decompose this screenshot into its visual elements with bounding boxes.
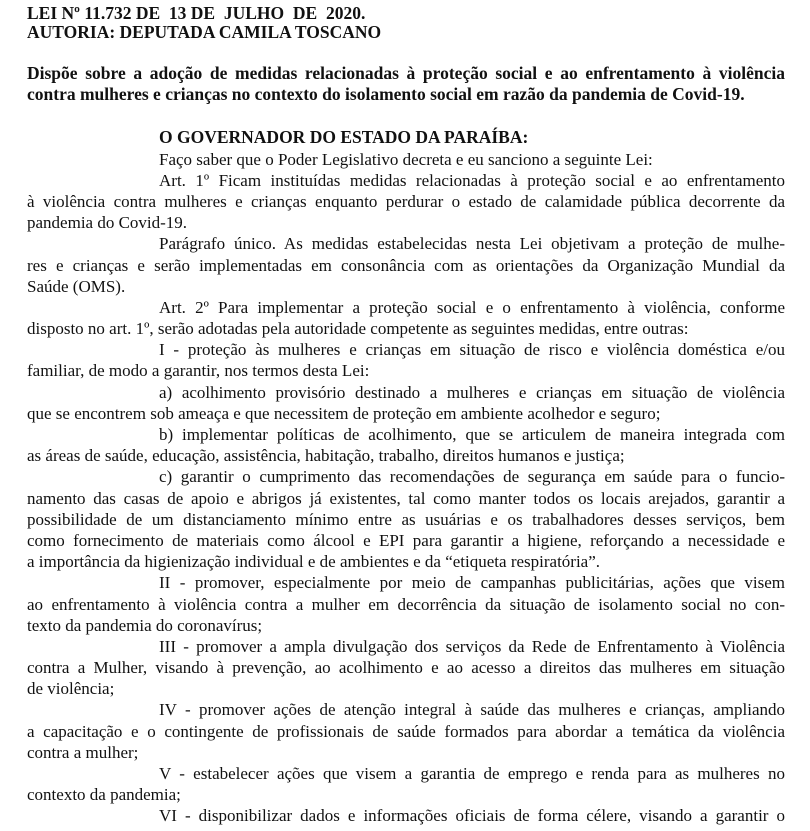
law-number-title: LEI Nº 11.732 DE 13 DE JULHO DE 2020. bbox=[27, 3, 366, 23]
body-line: a importância da higienização individual e de ambientes e da “etiqueta respiratória”. bbox=[27, 552, 601, 572]
body-line: possibilidade de um distanciamento mínimo entre as usuárias e os trabalhadores desses serviços, bem bbox=[27, 509, 785, 529]
body-line: b) implementar políticas de acolhimento, que se articulem de maneira integrada com bbox=[159, 425, 785, 444]
body-line: a capacitação e o contingente de profissionais de saúde formados para abordar a temática da violência bbox=[27, 721, 785, 741]
body-line: texto da pandemia do coronavírus; bbox=[27, 615, 263, 635]
body-line: familiar, de modo a garantir, nos termos desta Lei: bbox=[27, 361, 370, 381]
body-line: disposto no art. 1º, serão adotadas pela autoridade competente as seguintes medidas, entre outras: bbox=[27, 319, 689, 339]
body-line: I - proteção às mulheres e crianças em situação de risco e violência doméstica e/ou bbox=[159, 340, 785, 360]
body-line: IV - promover ações de atenção integral à saúde das mulheres e crianças, ampliando bbox=[159, 700, 785, 720]
body-line: namento das casas de apoio e abrigos já existentes, tal como manter todos os locais arejados, garantir a bbox=[27, 488, 785, 508]
body-line: III - promover a ampla divulgação dos serviços da Rede de Enfrentamento à Violência bbox=[159, 636, 785, 656]
summary-line: contra mulheres e crianças no contexto do isolamento social em razão da pandemia de Covid-19. bbox=[27, 84, 745, 105]
body-line: II - promover, especialmente por meio de campanhas publicitárias, ações que visem bbox=[159, 573, 785, 593]
body-lines bbox=[27, 149, 785, 827]
body-line: pandemia do Covid-19. bbox=[27, 213, 188, 233]
body-line: Parágrafo único. As medidas estabelecidas nesta Lei objetivam a proteção de mulhe- bbox=[159, 234, 785, 254]
body-line: ao enfrentamento à violência contra a mulher em decorrência da situação de isolamento social no con- bbox=[27, 594, 785, 614]
body-line: VI - disponibilizar dados e informações oficiais de forma célere, visando a garantir o bbox=[159, 806, 785, 826]
body-line: res e crianças e serão implementadas em consonância com as orientações da Organização Mundial da bbox=[27, 255, 785, 275]
body-line: c) garantir o cumprimento das recomendações de segurança em saúde para o funcio- bbox=[159, 467, 785, 487]
body-line: à violência contra mulheres e crianças enquanto perdurar o estado de calamidade pública decorrente da bbox=[27, 191, 785, 211]
summary-line: Dispõe sobre a adoção de medidas relacionadas à proteção social e ao enfrentamento à violência bbox=[27, 63, 785, 83]
law-document bbox=[27, 4, 785, 827]
body-line: as áreas de saúde, educação, assistência, habitação, trabalho, direitos humanos e justiça; bbox=[27, 446, 625, 466]
body-line: Faço saber que o Poder Legislativo decreta e eu sanciono a seguinte Lei: bbox=[159, 149, 653, 169]
body-line: contra a Mulher, visando à prevenção, ao acolhimento e ao acesso a direitos das mulheres em situação bbox=[27, 658, 785, 678]
law-body bbox=[27, 127, 785, 826]
law-author: AUTORIA: DEPUTADA CAMILA TOSCANO bbox=[27, 22, 382, 42]
body-line: contra a mulher; bbox=[27, 742, 139, 762]
governor-heading: O GOVERNADOR DO ESTADO DA PARAÍBA: bbox=[159, 127, 529, 148]
body-line: como fornecimento de materiais como álcool e EPI para garantir a higiene, reforçando a necessidade e bbox=[27, 530, 785, 550]
body-line: de violência; bbox=[27, 679, 115, 699]
body-line: V - estabelecer ações que visem a garantia de emprego e renda para as mulheres no bbox=[159, 764, 785, 783]
body-line: Saúde (OMS). bbox=[27, 276, 126, 296]
law-summary bbox=[27, 63, 785, 105]
body-line: Art. 1º Ficam instituídas medidas relacionadas à proteção social e ao enfrentamento bbox=[159, 170, 785, 190]
body-line: Art. 2º Para implementar a proteção social e o enfrentamento à violência, conforme bbox=[159, 297, 785, 317]
body-line: a) acolhimento provisório destinado a mulheres e crianças em situação de violência bbox=[159, 382, 785, 402]
body-line: que se encontrem sob ameaça e que necessitem de proteção em ambiente acolhedor e seguro; bbox=[27, 403, 661, 423]
body-line: contexto da pandemia; bbox=[27, 785, 181, 805]
